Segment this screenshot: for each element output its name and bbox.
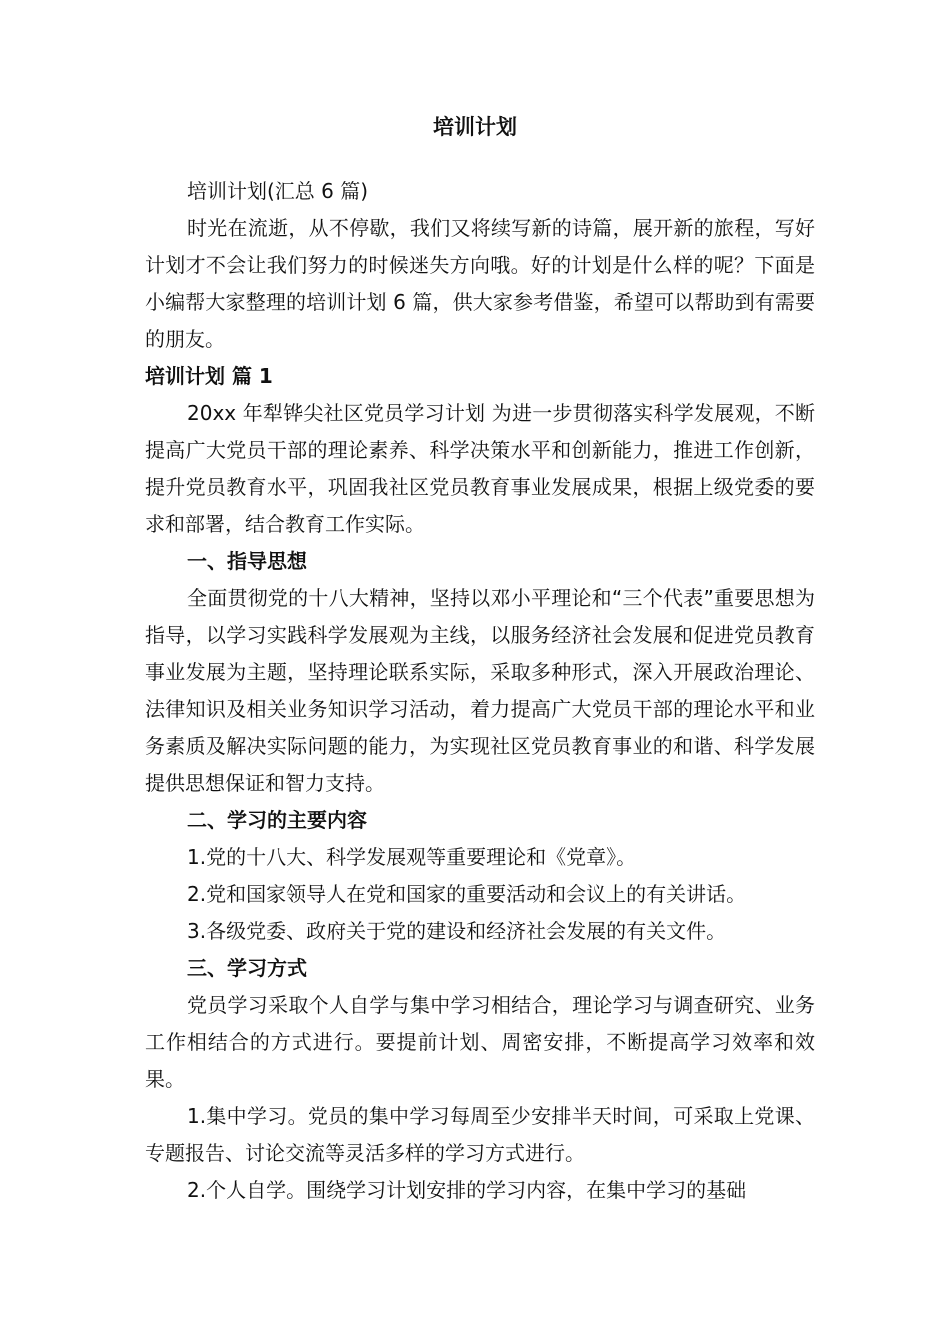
document-title: 培训计划 — [433, 115, 517, 139]
section-intro-paragraph: 20xx 年犁铧尖社区党员学习计划 为进一步贯彻落实科学发展观，不断提高广大党员干部的理论素养、科学决策水平和创新能力，推进工作创新，提升党员教育水平，巩固我社区党员教育事业发展成果，根据上级党委的要求和部署，结合教育工作实际。 — [145, 401, 815, 536]
main-content-item: 2.党和国家领导人在党和国家的重要活动和会议上的有关讲话。 — [187, 882, 747, 906]
study-method-item: 1.集中学习。党员的集中学习每周至少安排半天时间，可采取上党课、专题报告、讨论交流等灵活多样的学习方式进行。 — [145, 1104, 815, 1165]
document-body — [145, 173, 815, 1209]
main-content-item: 3.各级党委、政府关于党的建设和经济社会发展的有关文件。 — [187, 919, 727, 943]
intro-paragraph: 时光在流逝，从不停歇，我们又将续写新的诗篇，展开新的旅程，写好计划才不会让我们努力的时候迷失方向哦。好的计划是什么样的呢？下面是小编帮大家整理的培训计划 6 篇，供大家参考借鉴，希望可以帮助到有需要的朋友。 — [145, 216, 815, 351]
section-title: 培训计划 篇 1 — [145, 364, 273, 388]
heading-main-content: 二、学习的主要内容 — [187, 808, 367, 832]
main-content-item: 1.党的十八大、科学发展观等重要理论和《党章》。 — [187, 845, 637, 869]
document-subtitle: 培训计划(汇总 6 篇) — [187, 179, 369, 203]
study-method-item: 2.个人自学。围绕学习计划安排的学习内容，在集中学习的基础 — [187, 1178, 747, 1202]
heading-guiding-ideology: 一、指导思想 — [187, 549, 307, 573]
guiding-ideology-paragraph: 全面贯彻党的十八大精神，坚持以邓小平理论和“三个代表”重要思想为指导，以学习实践科学发展观为主线，以服务经济社会发展和促进党员教育事业发展为主题，坚持理论联系实际，采取多种形式，深入开展政治理论、法律知识及相关业务知识学习活动，着力提高广大党员干部的理论水平和业务素质及解决实际问题的能力，为实现社区党员教育事业的和谐、科学发展提供思想保证和智力支持。 — [145, 586, 815, 795]
heading-study-method: 三、学习方式 — [187, 956, 307, 980]
study-method-paragraph: 党员学习采取个人自学与集中学习相结合，理论学习与调查研究、业务工作相结合的方式进行。要提前计划、周密安排，不断提高学习效率和效果。 — [145, 993, 815, 1091]
